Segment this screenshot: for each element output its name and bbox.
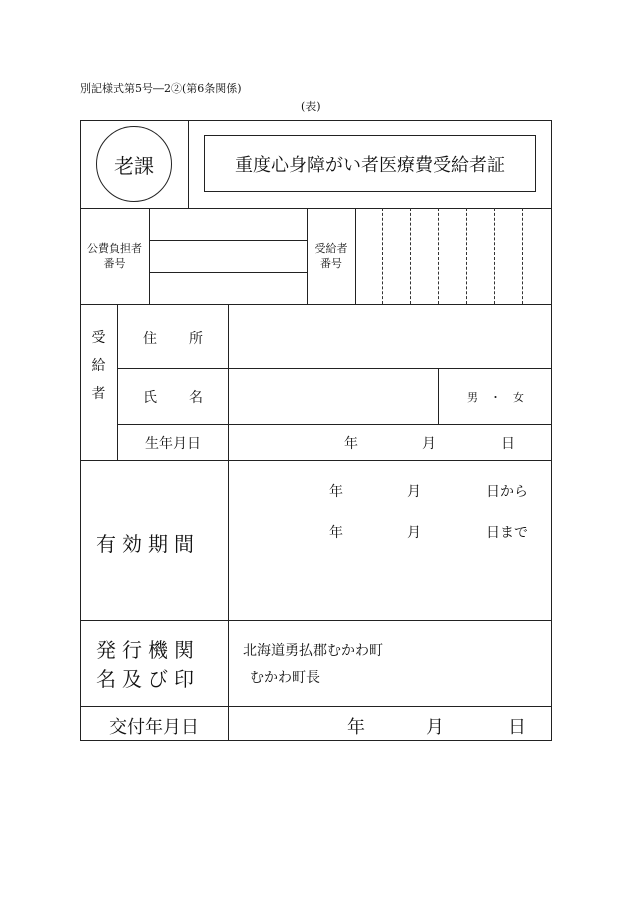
to-suffix: 日まで xyxy=(486,525,528,541)
from-month-unit: 月 xyxy=(407,484,421,500)
divider-numbers-bottom xyxy=(80,304,552,305)
payer-label-divider xyxy=(149,208,150,304)
address-label-char: 所 xyxy=(189,331,203,347)
divider-validity-bottom xyxy=(80,620,552,621)
issue-month-unit: 月 xyxy=(426,717,444,738)
digit-separator xyxy=(522,208,523,304)
stamp-text: 老課 xyxy=(114,153,154,178)
stamp-divider xyxy=(188,120,189,208)
digit-separator xyxy=(382,208,383,304)
divider-title-bottom xyxy=(80,208,552,209)
title-box xyxy=(204,135,536,192)
birthdate-day-unit: 日 xyxy=(501,436,515,452)
digit-separator xyxy=(466,208,467,304)
birthdate-month-unit: 月 xyxy=(422,436,436,452)
birthdate-label: 生年月日 xyxy=(145,436,201,452)
sex-female: 女 xyxy=(513,391,524,404)
payer-row-line-2 xyxy=(149,272,307,273)
seal-circle xyxy=(96,126,172,202)
digit-separator xyxy=(410,208,411,304)
to-year-unit: 年 xyxy=(329,525,343,541)
form-number: 別記様式第5号―2②(第6条関係) xyxy=(80,82,242,95)
name-label-char: 名 xyxy=(189,390,203,406)
payer-row-line-1 xyxy=(149,240,307,241)
address-label-char: 住 xyxy=(143,331,157,347)
issuer-address: 北海道勇払郡むかわ町 xyxy=(243,643,383,659)
issuer-title: むかわ町長 xyxy=(250,670,320,686)
side-label: (表) xyxy=(301,100,321,113)
sex-separator: ・ xyxy=(490,391,501,404)
from-year-unit: 年 xyxy=(329,484,343,500)
issue-date-label: 交付年月日 xyxy=(109,717,199,738)
divider-issuer-bottom xyxy=(80,706,552,707)
issuer-label: 発行機関 名及び印 xyxy=(96,638,200,691)
recipient-label-divider xyxy=(355,208,356,304)
recipient-side-label: 受 給 者 xyxy=(91,330,106,402)
digit-separator xyxy=(438,208,439,304)
recipient-number-label: 受給者 番号 xyxy=(314,242,348,270)
from-suffix: 日から xyxy=(486,484,528,500)
issue-date-divider xyxy=(228,706,229,741)
divider-recipient-bottom xyxy=(80,460,552,461)
digit-separator xyxy=(494,208,495,304)
validity-label: 有効期間 xyxy=(96,532,200,556)
sex-male: 男 xyxy=(467,391,478,404)
payer-number-label: 公費負担者 番号 xyxy=(87,242,142,270)
birthdate-year-unit: 年 xyxy=(344,436,358,452)
name-row-bottom xyxy=(117,424,552,425)
name-label-char: 氏 xyxy=(143,390,157,406)
certificate-title: 重度心身障がい者医療費受給者証 xyxy=(235,154,505,176)
label-column-divider xyxy=(228,304,229,720)
issue-year-unit: 年 xyxy=(347,717,365,738)
to-month-unit: 月 xyxy=(407,525,421,541)
issue-day-unit: 日 xyxy=(508,717,526,738)
address-row-bottom xyxy=(117,368,552,369)
sex-divider xyxy=(438,368,439,424)
